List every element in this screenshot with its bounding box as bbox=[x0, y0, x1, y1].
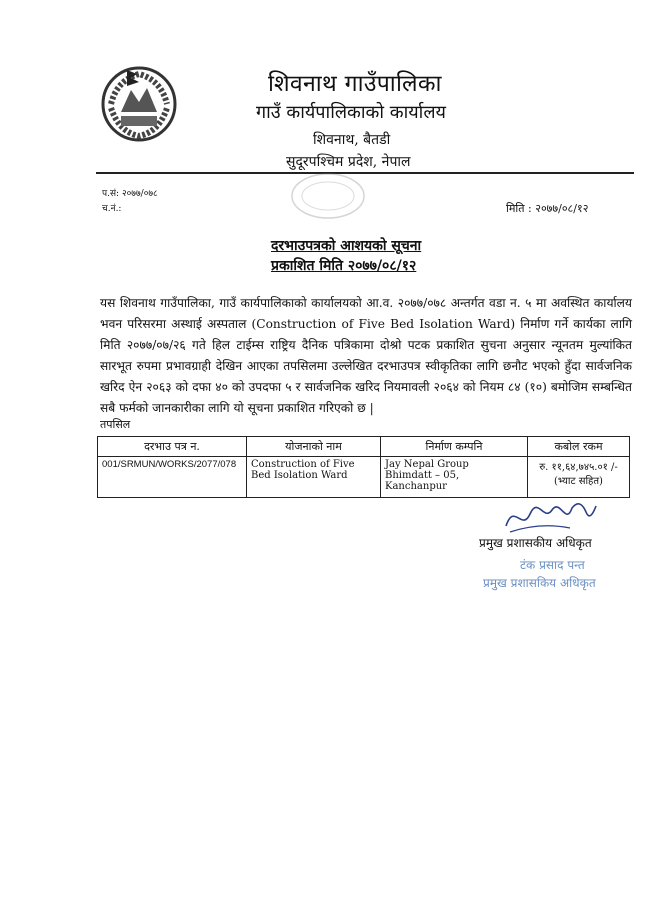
notice-title: दरभाउपत्रको आशयको सूचना bbox=[271, 238, 422, 254]
header-project: योजनाको नाम bbox=[247, 437, 381, 457]
bid-table bbox=[97, 436, 630, 498]
company-name: Jay Nepal Group bbox=[385, 459, 469, 470]
amount-vat-note: (भ्याट सहित) bbox=[554, 476, 603, 487]
amount-value: रु. ११,६४,७४५.०१ /- bbox=[539, 462, 618, 473]
published-date: प्रकाशित मिति २०७७/०८/१२ bbox=[271, 258, 417, 274]
table-header-row bbox=[98, 437, 630, 457]
header-company: निर्माण कम्पनि bbox=[381, 437, 528, 457]
stamp-name: टंक प्रसाद पन्त bbox=[520, 558, 585, 572]
cell-project: Construction of Five Bed Isolation Ward bbox=[247, 457, 381, 498]
office-province: सुदूरपश्चिम प्रदेश, नेपाल bbox=[286, 154, 411, 170]
header-amount: कबोल रकम bbox=[528, 437, 630, 457]
dispatch-number: च.नं.: bbox=[102, 204, 122, 214]
office-subtitle: गाउँ कार्यपालिकाको कार्यालय bbox=[256, 102, 446, 123]
handwritten-signature bbox=[500, 492, 600, 540]
signatory-title: प्रमुख प्रशासकीय अधिकृत bbox=[479, 536, 592, 550]
reference-number: प.सं: २०७७/०७८ bbox=[102, 189, 158, 199]
stamp-title: प्रमुख प्रशासकिय अधिकृत bbox=[483, 576, 596, 590]
notice-body: यस शिवनाथ गाउँपालिका, गाउँ कार्यपालिकाको कार्यालयको आ.व. २०७७/०७८ अन्तर्गत वडा न. ५ मा अवस्थित कार्यालय भवन परिसरमा अस्थाई अस्पताल (Construction of Five Bed Isolation Ward) निर्माण गर्ने कार्यका लागि मिति २०७७/०७/२६ गते हिल टाईम्स राष्ट्रिय दैनिक पत्रिकामा दोश्रो पटक प्रकाशित सुचना अनुसार न्यूनतम मुल्यांकित सारभूत रुपमा प्रभावग्राही देखिन आएका तपसिलमा उल्लेखित दरभाउपत्र स्वीकृतिका लागि छनौट भएको हुँदा सार्वजनिक खरिद ऐन २०६३ को दफा ४० को उपदफा ५ र सार्वजनिक खरिद नियमावली २०६४ को नियम ८४ (१०) बमोजिम सम्बन्धित सबै फर्मको जानकारीका लागि यो सूचना प्रकाशित गरिएको छ | bbox=[100, 296, 632, 415]
header-bid-no: दरभाउ पत्र न. bbox=[98, 437, 247, 457]
details-label: तपसिल bbox=[100, 418, 131, 431]
cell-bid-no: 001/SRMUN/WORKS/2077/078 bbox=[98, 457, 247, 498]
nepal-emblem-logo bbox=[97, 60, 181, 144]
letter-date: मिति : २०७७/०८/१२ bbox=[506, 202, 589, 215]
office-name: शिवनाथ गाउँपालिका bbox=[268, 71, 442, 97]
office-place: शिवनाथ, बैतडी bbox=[313, 132, 391, 148]
faded-office-stamp bbox=[288, 170, 368, 222]
company-address: Bhimdatt – 05, Kanchanpur bbox=[385, 470, 460, 492]
